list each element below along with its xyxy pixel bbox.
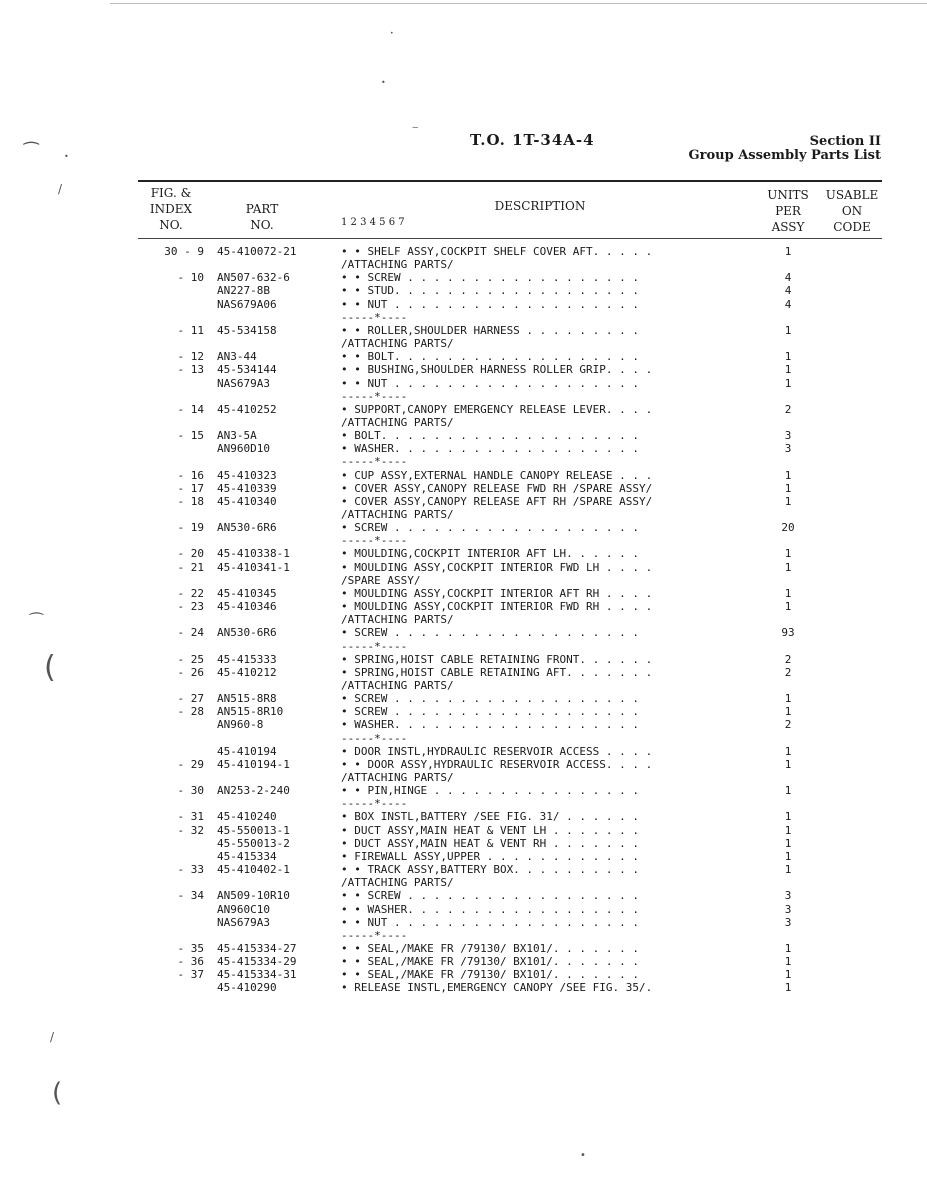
fig-index-cell: - 26 bbox=[177, 665, 204, 679]
units-per-assy-cell: 1 bbox=[784, 376, 792, 390]
fig-index-cell: - 19 bbox=[177, 521, 204, 535]
table-row bbox=[0, 981, 927, 994]
scan-mark: ‒ bbox=[412, 122, 419, 133]
table-row bbox=[0, 258, 927, 271]
description-cell: /ATTACHING PARTS/ bbox=[341, 678, 454, 692]
fig-index-cell: - 36 bbox=[177, 955, 204, 969]
units-per-assy-cell: 3 bbox=[784, 889, 792, 903]
table-row bbox=[0, 337, 927, 350]
description-cell: • BOLT. . . . . . . . . . . . . . . . . . . . bbox=[341, 429, 640, 443]
table-row bbox=[0, 284, 927, 297]
col-header-fig-line2: INDEX bbox=[149, 202, 193, 216]
col-header-usable-line2: ON bbox=[841, 204, 863, 218]
description-cell: • • WASHER. . . . . . . . . . . . . . . . . . bbox=[341, 902, 640, 916]
units-per-assy-cell: 1 bbox=[784, 600, 792, 614]
description-cell: • SCREW . . . . . . . . . . . . . . . . . . . bbox=[341, 626, 640, 640]
part-number-cell: 45-410402-1 bbox=[217, 863, 290, 877]
units-per-assy-cell: 1 bbox=[784, 468, 792, 482]
description-cell: • COVER ASSY,CANOPY RELEASE AFT RH /SPARE ASSY/ bbox=[341, 494, 653, 508]
table-row bbox=[0, 574, 927, 587]
part-number-cell: AN960D10 bbox=[217, 442, 270, 456]
part-number-cell: 45-534158 bbox=[217, 323, 277, 337]
units-per-assy-cell: 1 bbox=[784, 547, 792, 561]
units-per-assy-cell: 1 bbox=[784, 823, 792, 837]
fig-index-cell: - 13 bbox=[177, 363, 204, 377]
table-row bbox=[0, 521, 927, 534]
fig-index-cell: - 14 bbox=[177, 402, 204, 416]
part-number-cell: 45-410194 bbox=[217, 744, 277, 758]
description-cell: • • SEAL,/MAKE FR /79130/ BX101/. . . . . . . bbox=[341, 955, 640, 969]
units-per-assy-cell: 4 bbox=[784, 284, 792, 298]
units-per-assy-cell: 93 bbox=[781, 626, 795, 640]
part-number-cell: AN530-6R6 bbox=[217, 521, 277, 535]
table-row bbox=[0, 363, 927, 376]
fig-index-cell: - 28 bbox=[177, 705, 204, 719]
description-cell: • • BUSHING,SHOULDER HARNESS ROLLER GRIP. . . . bbox=[341, 363, 653, 377]
description-cell: • SCREW . . . . . . . . . . . . . . . . . . . bbox=[341, 692, 640, 706]
col-header-description: DESCRIPTION bbox=[494, 199, 586, 213]
description-cell: • MOULDING ASSY,COCKPIT INTERIOR FWD LH . . . . bbox=[341, 560, 653, 574]
table-row bbox=[0, 587, 927, 600]
table-row bbox=[0, 889, 927, 902]
part-number-cell: NAS679A06 bbox=[217, 297, 277, 311]
part-number-cell: AN515-8R8 bbox=[217, 692, 277, 706]
part-number-cell: AN507-632-6 bbox=[217, 271, 290, 285]
units-per-assy-cell: 3 bbox=[784, 429, 792, 443]
part-number-cell: 45-534144 bbox=[217, 363, 277, 377]
fig-index-cell: - 10 bbox=[177, 271, 204, 285]
col-header-part-line2: NO. bbox=[250, 218, 274, 232]
units-per-assy-cell: 1 bbox=[784, 323, 792, 337]
fig-index-cell: - 11 bbox=[177, 323, 204, 337]
description-cell: /ATTACHING PARTS/ bbox=[341, 508, 454, 521]
part-number-cell: 45-410346 bbox=[217, 600, 277, 614]
description-cell: • MOULDING ASSY,COCKPIT INTERIOR AFT RH . . . . bbox=[341, 586, 653, 600]
description-cell: • SCREW . . . . . . . . . . . . . . . . . . . bbox=[341, 521, 640, 535]
fig-index-cell: - 12 bbox=[177, 350, 204, 364]
scan-mark: ⁀ bbox=[24, 142, 39, 163]
part-number-cell: 45-415334-27 bbox=[217, 941, 297, 955]
units-per-assy-cell: 1 bbox=[784, 955, 792, 969]
table-row bbox=[0, 968, 927, 981]
part-number-cell: AN3-5A bbox=[217, 429, 257, 443]
table-row bbox=[0, 850, 927, 863]
table-row bbox=[0, 495, 927, 508]
units-per-assy-cell: 3 bbox=[784, 442, 792, 456]
description-cell: /SPARE ASSY/ bbox=[341, 573, 421, 587]
table-row bbox=[0, 390, 927, 403]
part-number-cell: 45-550013-1 bbox=[217, 823, 290, 837]
part-number-cell: NAS679A3 bbox=[217, 376, 270, 390]
fig-index-cell: - 16 bbox=[177, 468, 204, 482]
table-row bbox=[0, 508, 927, 521]
indent-scale: 1 2 3 4 5 6 7 bbox=[341, 217, 405, 228]
table-row bbox=[0, 547, 927, 560]
description-cell: • SPRING,HOIST CABLE RETAINING FRONT. . . . . . bbox=[341, 652, 653, 666]
separator-cell: -----*---- bbox=[341, 639, 408, 653]
part-number-cell: AN960-8 bbox=[217, 718, 264, 732]
table-row bbox=[0, 416, 927, 429]
table-row bbox=[0, 692, 927, 705]
part-number-cell: 45-415334-31 bbox=[217, 968, 297, 982]
units-per-assy-cell: 4 bbox=[784, 271, 792, 285]
separator-cell: -----*---- bbox=[341, 455, 408, 469]
fig-index-cell: - 31 bbox=[177, 810, 204, 824]
description-cell: • WASHER. . . . . . . . . . . . . . . . . . . bbox=[341, 442, 640, 456]
scan-speck: • bbox=[580, 1150, 586, 1161]
part-number-cell: 45-410323 bbox=[217, 468, 277, 482]
scan-speck: • bbox=[64, 152, 69, 161]
scan-mark: ⁀ bbox=[30, 612, 43, 631]
col-header-fig-line3: NO. bbox=[159, 218, 183, 232]
description-cell: • • SCREW . . . . . . . . . . . . . . . . . . bbox=[341, 271, 640, 285]
units-per-assy-cell: 1 bbox=[784, 586, 792, 600]
units-per-assy-cell: 1 bbox=[784, 692, 792, 706]
table-row bbox=[0, 403, 927, 416]
fig-index-cell: - 37 bbox=[177, 968, 204, 982]
table-row bbox=[0, 942, 927, 955]
part-number-cell: 45-415333 bbox=[217, 652, 277, 666]
description-cell: /ATTACHING PARTS/ bbox=[341, 337, 454, 351]
fig-index-cell: - 24 bbox=[177, 626, 204, 640]
table-row bbox=[0, 298, 927, 311]
separator-cell: -----*---- bbox=[341, 389, 408, 403]
units-per-assy-cell: 1 bbox=[784, 245, 792, 258]
units-per-assy-cell: 1 bbox=[784, 863, 792, 877]
scan-mark: ( bbox=[44, 650, 56, 685]
description-cell: • • BOLT. . . . . . . . . . . . . . . . . . . bbox=[341, 350, 640, 364]
table-row bbox=[0, 561, 927, 574]
section-label: Section II bbox=[809, 134, 881, 149]
table-row bbox=[0, 797, 927, 810]
units-per-assy-cell: 20 bbox=[781, 521, 795, 535]
fig-index-cell: - 29 bbox=[177, 757, 204, 771]
part-number-cell: 45-410194-1 bbox=[217, 757, 290, 771]
part-number-cell: 45-410290 bbox=[217, 981, 277, 995]
part-number-cell: NAS679A3 bbox=[217, 915, 270, 929]
part-number-cell: AN253-2-240 bbox=[217, 784, 290, 798]
description-cell: /ATTACHING PARTS/ bbox=[341, 876, 454, 890]
part-number-cell: 45-410345 bbox=[217, 586, 277, 600]
units-per-assy-cell: 2 bbox=[784, 718, 792, 732]
description-cell: • RELEASE INSTL,EMERGENCY CANOPY /SEE FIG. 35/. bbox=[341, 981, 653, 995]
part-number-cell: AN3-44 bbox=[217, 350, 257, 364]
table-row bbox=[0, 600, 927, 613]
description-cell: • • DOOR ASSY,HYDRAULIC RESERVOIR ACCESS. . . . bbox=[341, 757, 653, 771]
table-row bbox=[0, 350, 927, 363]
technical-order-number: T.O. 1T-34A-4 bbox=[470, 131, 595, 149]
table-row bbox=[0, 469, 927, 482]
col-header-fig-line1: FIG. & bbox=[150, 186, 192, 200]
table-row bbox=[0, 653, 927, 666]
scan-speck: • bbox=[390, 30, 394, 37]
units-per-assy-cell: 3 bbox=[784, 902, 792, 916]
table-row bbox=[0, 455, 927, 468]
fig-index-cell: - 20 bbox=[177, 547, 204, 561]
table-row bbox=[0, 679, 927, 692]
description-cell: • FIREWALL ASSY,UPPER . . . . . . . . . . . . bbox=[341, 849, 640, 863]
units-per-assy-cell: 2 bbox=[784, 665, 792, 679]
description-cell: • WASHER. . . . . . . . . . . . . . . . . . . bbox=[341, 718, 640, 732]
part-number-cell: AN530-6R6 bbox=[217, 626, 277, 640]
table-row bbox=[0, 810, 927, 823]
description-cell: • • NUT . . . . . . . . . . . . . . . . . . . bbox=[341, 376, 640, 390]
units-per-assy-cell: 2 bbox=[784, 652, 792, 666]
part-number-cell: AN515-8R10 bbox=[217, 705, 284, 719]
table-row bbox=[0, 955, 927, 968]
separator-cell: -----*---- bbox=[341, 797, 408, 811]
table-row bbox=[0, 640, 927, 653]
table-row bbox=[0, 732, 927, 745]
table-row bbox=[0, 837, 927, 850]
separator-cell: -----*---- bbox=[341, 310, 408, 324]
fig-index-cell: - 33 bbox=[177, 863, 204, 877]
description-cell: /ATTACHING PARTS/ bbox=[341, 415, 454, 429]
fig-index-cell: - 17 bbox=[177, 481, 204, 495]
table-row bbox=[0, 784, 927, 797]
description-cell: • • SCREW . . . . . . . . . . . . . . . . . . bbox=[341, 889, 640, 903]
table-row bbox=[0, 758, 927, 771]
units-per-assy-cell: 1 bbox=[784, 494, 792, 508]
fig-index-cell: - 21 bbox=[177, 560, 204, 574]
units-per-assy-cell: 4 bbox=[784, 297, 792, 311]
part-number-cell: 45-410339 bbox=[217, 481, 277, 495]
fig-index-cell: 30 - 9 bbox=[164, 245, 204, 258]
fig-index-cell: - 18 bbox=[177, 494, 204, 508]
units-per-assy-cell: 3 bbox=[784, 915, 792, 929]
description-cell: • MOULDING,COCKPIT INTERIOR AFT LH. . . . . . bbox=[341, 547, 640, 561]
units-per-assy-cell: 1 bbox=[784, 757, 792, 771]
part-number-cell: 45-410252 bbox=[217, 402, 277, 416]
units-per-assy-cell: 1 bbox=[784, 784, 792, 798]
page-subtitle: Group Assembly Parts List bbox=[688, 148, 881, 163]
description-cell: • SCREW . . . . . . . . . . . . . . . . . . . bbox=[341, 705, 640, 719]
description-cell: • • SEAL,/MAKE FR /79130/ BX101/. . . . . . . bbox=[341, 968, 640, 982]
scan-mark: ( bbox=[52, 1078, 63, 1108]
table-row bbox=[0, 534, 927, 547]
description-cell: • COVER ASSY,CANOPY RELEASE FWD RH /SPARE ASSY/ bbox=[341, 481, 653, 495]
units-per-assy-cell: 1 bbox=[784, 968, 792, 982]
description-cell: /ATTACHING PARTS/ bbox=[341, 258, 454, 272]
description-cell: • SPRING,HOIST CABLE RETAINING AFT. . . . . . . bbox=[341, 665, 653, 679]
units-per-assy-cell: 1 bbox=[784, 481, 792, 495]
table-row bbox=[0, 929, 927, 942]
col-header-part-line1: PART bbox=[245, 202, 279, 216]
units-per-assy-cell: 1 bbox=[784, 836, 792, 850]
part-number-cell: 45-550013-2 bbox=[217, 836, 290, 850]
fig-index-cell: - 35 bbox=[177, 941, 204, 955]
description-cell: • • STUD. . . . . . . . . . . . . . . . . . . bbox=[341, 284, 640, 298]
description-cell: • DOOR INSTL,HYDRAULIC RESERVOIR ACCESS . . . . bbox=[341, 744, 653, 758]
units-per-assy-cell: 1 bbox=[784, 560, 792, 574]
description-cell: • MOULDING ASSY,COCKPIT INTERIOR FWD RH . . . . bbox=[341, 600, 653, 614]
part-number-cell: 45-410340 bbox=[217, 494, 277, 508]
fig-index-cell: - 25 bbox=[177, 652, 204, 666]
fig-index-cell: - 15 bbox=[177, 429, 204, 443]
table-row bbox=[0, 916, 927, 929]
table-row bbox=[0, 666, 927, 679]
fig-index-cell: - 34 bbox=[177, 889, 204, 903]
table-row bbox=[0, 745, 927, 758]
description-cell: • • SEAL,/MAKE FR /79130/ BX101/. . . . . . . bbox=[341, 941, 640, 955]
table-row bbox=[0, 771, 927, 784]
separator-cell: -----*---- bbox=[341, 928, 408, 942]
fig-index-cell: - 27 bbox=[177, 692, 204, 706]
part-number-cell: AN509-10R10 bbox=[217, 889, 290, 903]
description-cell: • • ROLLER,SHOULDER HARNESS . . . . . . . . . bbox=[341, 323, 640, 337]
units-per-assy-cell: 1 bbox=[784, 744, 792, 758]
scan-speck: • bbox=[381, 78, 386, 87]
description-cell: • • TRACK ASSY,BATTERY BOX. . . . . . . . . . bbox=[341, 863, 640, 877]
units-per-assy-cell: 1 bbox=[784, 810, 792, 824]
separator-cell: -----*---- bbox=[341, 534, 408, 548]
units-per-assy-cell: 1 bbox=[784, 981, 792, 995]
part-number-cell: AN227-8B bbox=[217, 284, 270, 298]
description-cell: • • PIN,HINGE . . . . . . . . . . . . . . . . bbox=[341, 784, 640, 798]
part-number-cell: 45-415334-29 bbox=[217, 955, 297, 969]
units-per-assy-cell: 1 bbox=[784, 941, 792, 955]
table-row bbox=[0, 442, 927, 455]
table-row bbox=[0, 824, 927, 837]
table-row bbox=[0, 429, 927, 442]
units-per-assy-cell: 1 bbox=[784, 363, 792, 377]
table-row bbox=[0, 271, 927, 284]
scan-mark: / bbox=[50, 1030, 55, 1044]
table-row bbox=[0, 903, 927, 916]
col-header-usable-line3: CODE bbox=[833, 220, 871, 234]
description-cell: • BOX INSTL,BATTERY /SEE FIG. 31/ . . . . . . bbox=[341, 810, 640, 824]
description-cell: • • NUT . . . . . . . . . . . . . . . . . . . bbox=[341, 915, 640, 929]
table-row bbox=[0, 377, 927, 390]
separator-cell: -----*---- bbox=[341, 731, 408, 745]
part-number-cell: 45-410212 bbox=[217, 665, 277, 679]
part-number-cell: 45-415334 bbox=[217, 849, 277, 863]
col-header-units-line3: ASSY bbox=[771, 220, 805, 234]
fig-index-cell: - 23 bbox=[177, 600, 204, 614]
col-header-usable-line1: USABLE bbox=[825, 188, 879, 202]
description-cell: • DUCT ASSY,MAIN HEAT & VENT LH . . . . . . . bbox=[341, 823, 640, 837]
part-number-cell: AN960C10 bbox=[217, 902, 270, 916]
table-row bbox=[0, 876, 927, 889]
table-row bbox=[0, 311, 927, 324]
part-number-cell: 45-410240 bbox=[217, 810, 277, 824]
table-row bbox=[0, 613, 927, 626]
units-per-assy-cell: 1 bbox=[784, 849, 792, 863]
description-cell: /ATTACHING PARTS/ bbox=[341, 613, 454, 627]
description-cell: • CUP ASSY,EXTERNAL HANDLE CANOPY RELEASE . . . bbox=[341, 468, 653, 482]
table-row bbox=[0, 626, 927, 639]
fig-index-cell: - 22 bbox=[177, 586, 204, 600]
col-header-units-line1: UNITS bbox=[767, 188, 809, 202]
description-cell: • • SHELF ASSY,COCKPIT SHELF COVER AFT. . . . . bbox=[341, 245, 653, 258]
part-number-cell: 45-410341-1 bbox=[217, 560, 290, 574]
scan-mark: / bbox=[58, 182, 63, 196]
col-header-units-line2: PER bbox=[775, 204, 801, 218]
units-per-assy-cell: 1 bbox=[784, 705, 792, 719]
table-row bbox=[0, 245, 927, 258]
part-number-cell: 45-410338-1 bbox=[217, 547, 290, 561]
units-per-assy-cell: 1 bbox=[784, 350, 792, 364]
table-row bbox=[0, 482, 927, 495]
description-cell: • SUPPORT,CANOPY EMERGENCY RELEASE LEVER. . . . bbox=[341, 402, 653, 416]
description-cell: • • NUT . . . . . . . . . . . . . . . . . . . bbox=[341, 297, 640, 311]
part-number-cell: 45-410072-21 bbox=[217, 245, 297, 258]
table-row bbox=[0, 718, 927, 731]
description-cell: /ATTACHING PARTS/ bbox=[341, 771, 454, 784]
description-cell: • DUCT ASSY,MAIN HEAT & VENT RH . . . . . . . bbox=[341, 836, 640, 850]
units-per-assy-cell: 2 bbox=[784, 402, 792, 416]
table-row bbox=[0, 863, 927, 876]
fig-index-cell: - 32 bbox=[177, 823, 204, 837]
table-row bbox=[0, 705, 927, 718]
table-row bbox=[0, 324, 927, 337]
fig-index-cell: - 30 bbox=[177, 784, 204, 798]
